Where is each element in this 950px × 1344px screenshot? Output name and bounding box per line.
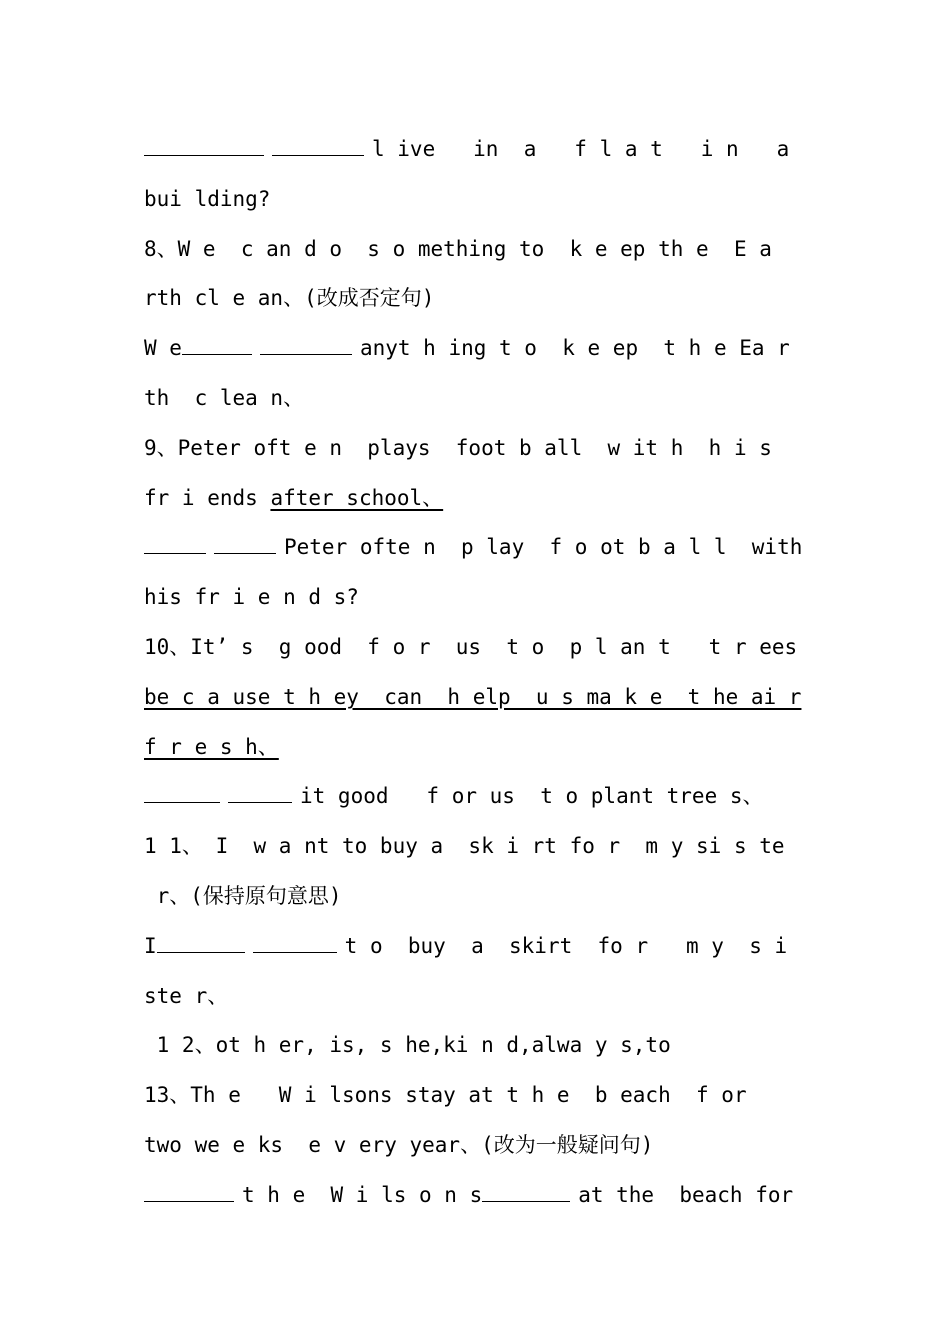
line-text: t h e W i ls o n s bbox=[242, 1182, 483, 1207]
text-line bbox=[144, 573, 806, 623]
text-line bbox=[144, 175, 806, 225]
line-text: anyt h ing t o k e ep t h e Ea r bbox=[359, 336, 790, 361]
answer-blank[interactable] bbox=[253, 932, 337, 953]
line-text: 13、Th e W i lsons stay at t h e b each f or bbox=[144, 1083, 747, 1108]
document-page bbox=[144, 125, 806, 1221]
line-text: l ive in a f l a t i n a bbox=[372, 137, 790, 161]
text-line bbox=[144, 523, 806, 573]
text-line bbox=[144, 822, 806, 872]
underlined-text: after school、 bbox=[270, 485, 444, 510]
underlined-text: f r e s h、 bbox=[144, 734, 279, 759]
text-line bbox=[144, 324, 806, 374]
line-text: t o buy a skirt fo r m y s i bbox=[344, 933, 788, 958]
line-text: 1 1、 I w a nt to buy a sk i rt fo r m y si s te bbox=[144, 834, 785, 859]
text-line bbox=[144, 474, 806, 524]
line-text: th c lea n、 bbox=[144, 385, 305, 410]
text-line bbox=[144, 723, 806, 773]
line-text: bui lding? bbox=[144, 186, 271, 211]
text-line bbox=[144, 1071, 806, 1121]
answer-blank[interactable] bbox=[482, 1181, 570, 1202]
line-text: at the beach for bbox=[578, 1182, 794, 1207]
line-text: rth cl e an、(改成否定句) bbox=[144, 286, 435, 311]
answer-blank[interactable] bbox=[144, 1181, 234, 1202]
text-line bbox=[144, 872, 806, 922]
answer-blank[interactable] bbox=[272, 135, 364, 156]
text-line bbox=[144, 623, 806, 673]
answer-blank[interactable] bbox=[214, 533, 276, 554]
line-text: 8、W e c an d o s o mething to k e ep th e E a bbox=[144, 236, 772, 261]
line-text: 1 2、ot h er, is, s he,ki n d,alwa y s,to bbox=[144, 1033, 671, 1058]
text-line bbox=[144, 972, 806, 1022]
text-line bbox=[144, 673, 806, 723]
line-text: it good f or us t o plant tree s、 bbox=[300, 784, 764, 809]
line-text: two we e ks e v ery year、(改为一般疑问句) bbox=[144, 1132, 654, 1157]
text-line bbox=[144, 922, 806, 972]
line-text: ste r、 bbox=[144, 983, 229, 1008]
text-line bbox=[144, 1171, 806, 1221]
text-line bbox=[144, 772, 806, 822]
text-line bbox=[144, 1021, 806, 1071]
answer-blank[interactable] bbox=[182, 334, 252, 355]
line-text: I bbox=[144, 933, 157, 958]
line-text: Peter ofte n p lay f o ot b a l l with bbox=[284, 535, 803, 560]
text-line bbox=[144, 125, 806, 175]
answer-blank[interactable] bbox=[260, 334, 352, 355]
underlined-text: be c a use t h ey can h elp u s ma k e t he ai r bbox=[144, 684, 802, 709]
line-text: 9、Peter oft e n plays foot b all w it h h i s bbox=[144, 435, 772, 460]
text-line bbox=[144, 225, 806, 275]
answer-blank[interactable] bbox=[144, 782, 220, 803]
answer-blank[interactable] bbox=[228, 782, 292, 803]
answer-blank[interactable] bbox=[144, 533, 206, 554]
line-text: 10、It’ s g ood f o r us t o p l an t t r ees bbox=[144, 634, 798, 659]
text-line bbox=[144, 424, 806, 474]
line-text: r、(保持原句意思) bbox=[144, 883, 342, 908]
text-line bbox=[144, 274, 806, 324]
text-line bbox=[144, 1121, 806, 1171]
answer-blank[interactable] bbox=[144, 135, 264, 156]
line-text: his fr i e n d s? bbox=[144, 585, 359, 610]
line-text: fr i ends bbox=[144, 485, 271, 510]
text-line bbox=[144, 374, 806, 424]
line-text: W e bbox=[144, 336, 182, 361]
answer-blank[interactable] bbox=[157, 932, 245, 953]
